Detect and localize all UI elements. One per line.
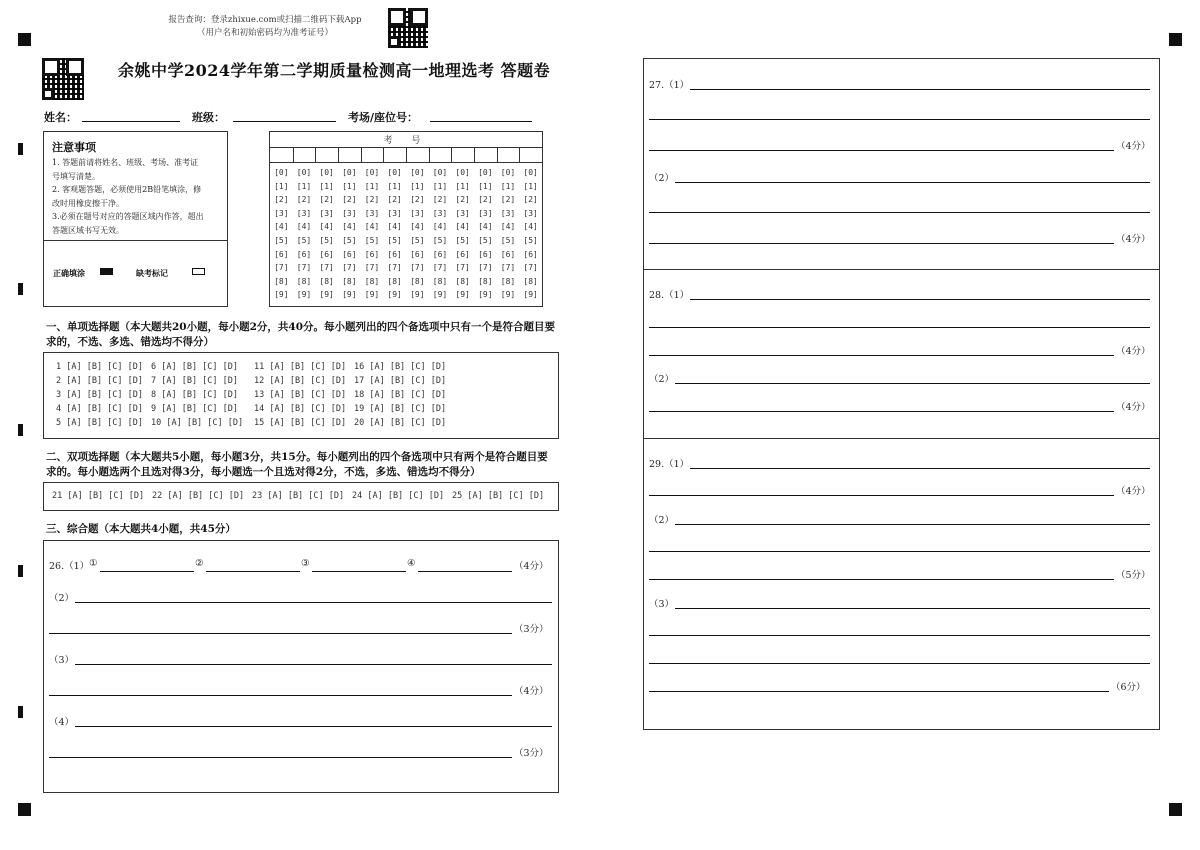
exam-id-bubble[interactable]: [2]	[364, 195, 380, 205]
q26-part4-label: （4）	[49, 717, 75, 728]
exam-id-bubble[interactable]: [9]	[387, 290, 402, 300]
exam-id-bubble[interactable]: [6]	[432, 249, 448, 259]
answer-line[interactable]	[690, 89, 1150, 90]
single-choice-item[interactable]: 7 [A] [B] [C] [D]	[151, 376, 238, 386]
exam-id-bubble[interactable]: [9]	[500, 290, 516, 300]
exam-id-bubble[interactable]: [3]	[296, 208, 312, 218]
exam-id-bubble[interactable]: [4]	[274, 222, 289, 232]
q29-score1: （4分）	[1116, 486, 1151, 497]
single-choice-item[interactable]: 3 [A] [B] [C] [D]	[56, 390, 143, 400]
name-field[interactable]	[82, 121, 180, 122]
q26-part3-label: （3）	[49, 655, 75, 666]
notes-line: 1. 答题前请将姓名、班级、考场、准考证	[52, 158, 199, 167]
q29-part1-label: 29.（1）	[649, 459, 690, 470]
q26-score4: （3分）	[514, 748, 549, 759]
exam-id-bubble[interactable]: [0]	[319, 168, 334, 177]
exam-id-bubble[interactable]: [4]	[410, 222, 425, 232]
exam-id-bubble[interactable]: [6]	[274, 249, 289, 259]
exam-id-bubble[interactable]: [2]	[455, 195, 470, 205]
single-choice-item[interactable]: 11 [A] [B] [C] [D]	[254, 362, 347, 372]
answer-line[interactable]	[649, 411, 1114, 412]
q26-part2-label: （2）	[49, 593, 75, 604]
exam-id-write-cell[interactable]	[383, 148, 406, 162]
exam-id-bubble[interactable]: [6]	[319, 249, 334, 259]
exam-id-bubble[interactable]: [1]	[455, 181, 470, 191]
exam-id-bubble[interactable]: [2]	[296, 195, 312, 205]
exam-id-bubble[interactable]: [9]	[319, 290, 334, 300]
class-field[interactable]	[233, 121, 336, 122]
q29-part2-label: （2）	[649, 515, 675, 526]
notes-line: 号填写清楚。	[52, 171, 100, 181]
exam-id-write-cell[interactable]	[361, 148, 384, 162]
answer-line[interactable]	[49, 757, 512, 758]
exam-id-bubble[interactable]: [4]	[478, 222, 493, 232]
double-choice-item[interactable]: 23 [A] [B] [C] [D]	[252, 491, 345, 501]
double-choice-item[interactable]: 25 [A] [B] [C] [D]	[452, 491, 545, 501]
exam-id-bubble[interactable]: [7]	[410, 263, 425, 273]
exam-id-bubble[interactable]: [0]	[342, 168, 357, 177]
single-choice-item[interactable]: 13 [A] [B] [C] [D]	[254, 390, 347, 400]
answer-line[interactable]	[75, 726, 552, 727]
exam-id-bubble[interactable]: [8]	[478, 276, 493, 286]
exam-id-bubble[interactable]: [8]	[364, 276, 380, 286]
double-choice-item[interactable]: 22 [A] [B] [C] [D]	[152, 491, 245, 501]
exam-id-bubble[interactable]: [3]	[523, 208, 538, 218]
exam-id-bubble[interactable]: [4]	[455, 222, 470, 232]
exam-id-bubble[interactable]: [9]	[410, 290, 425, 300]
answer-line[interactable]	[49, 633, 512, 634]
exam-id-bubble[interactable]: [5]	[455, 236, 470, 245]
room-field[interactable]	[430, 121, 532, 122]
single-choice-item[interactable]: 5 [A] [B] [C] [D]	[56, 418, 143, 428]
exam-id-bubble[interactable]: [1]	[342, 181, 357, 191]
exam-id-bubble[interactable]: [6]	[478, 249, 493, 259]
exam-id-bubble[interactable]: [1]	[319, 181, 334, 191]
answer-line[interactable]	[649, 355, 1114, 356]
section1-title	[46, 320, 558, 350]
exam-id-bubble[interactable]: [8]	[342, 276, 357, 286]
notes-line: 2. 客观题答题，必须使用2B铅笔填涂，修	[52, 185, 202, 194]
single-choice-item[interactable]: 6 [A] [B] [C] [D]	[151, 362, 238, 372]
single-choice-item[interactable]: 10 [A] [B] [C] [D]	[151, 418, 244, 428]
answer-line[interactable]	[675, 608, 1150, 609]
exam-id-bubble[interactable]: [1]	[478, 181, 493, 191]
exam-id-bubble[interactable]: [4]	[319, 222, 334, 232]
exam-id-bubble[interactable]: [3]	[342, 208, 357, 218]
q29-score2: （5分）	[1116, 570, 1151, 581]
q29-score3: （6分）	[1111, 682, 1146, 693]
timing-mark	[18, 565, 23, 577]
exam-id-bubble[interactable]: [4]	[387, 222, 402, 232]
answer-line[interactable]	[649, 243, 1114, 244]
exam-id-bubble[interactable]: [3]	[410, 208, 425, 218]
page-title: 余姚中学2024学年第二学期质量检测高一地理选考 答题卷	[118, 61, 551, 80]
exam-id-bubble[interactable]: [8]	[523, 276, 538, 286]
exam-id-bubble[interactable]: [5]	[274, 236, 289, 245]
exam-id-bubble[interactable]: [9]	[342, 290, 357, 300]
single-choice-item[interactable]: 16 [A] [B] [C] [D]	[354, 362, 447, 372]
exam-id-bubble[interactable]: [0]	[387, 168, 402, 177]
exam-id-bubble[interactable]: [7]	[319, 263, 334, 273]
exam-id-bubble[interactable]: [2]	[387, 195, 402, 205]
exam-id-bubble[interactable]: [0]	[455, 168, 470, 177]
section1-title-line1: 一、单项选择题（本大题共20小题，每小题2分，共40分。每小题列出的四个备选项中只有一个是符合题目要	[46, 321, 556, 333]
timing-mark	[18, 424, 23, 436]
exam-id-bubble[interactable]: [6]	[523, 249, 538, 259]
answer-line[interactable]	[649, 691, 1109, 692]
notes-line: 答题区域书写无效。	[52, 225, 124, 235]
q26-blank1[interactable]	[100, 571, 194, 572]
q26-answer-box	[43, 540, 559, 793]
exam-id-bubble[interactable]: [6]	[500, 249, 516, 259]
exam-id-bubble[interactable]: [5]	[523, 236, 538, 245]
notes-line: 3.必须在题号对应的答题区域内作答，超出	[52, 212, 204, 221]
exam-id-write-cell[interactable]	[293, 148, 316, 162]
room-label: 考场/座位号：	[348, 111, 419, 124]
exam-id-bubble[interactable]: [3]	[274, 208, 289, 218]
exam-id-bubble[interactable]: [5]	[342, 236, 357, 245]
q28-part1-label: 28.（1）	[649, 290, 690, 301]
exam-id-bubble[interactable]: [9]	[455, 290, 470, 300]
q26-blank3-marker: ③	[301, 558, 310, 569]
exam-id-bubble[interactable]: [7]	[387, 263, 402, 273]
exam-id-bubble[interactable]: [6]	[387, 249, 402, 259]
exam-id-bubble[interactable]: [0]	[296, 168, 312, 177]
single-choice-item[interactable]: 18 [A] [B] [C] [D]	[354, 390, 447, 400]
q26-score2: （3分）	[514, 624, 549, 635]
answer-line[interactable]	[649, 579, 1114, 580]
notes-title: 注意事项	[52, 141, 96, 154]
exam-id-bubble[interactable]: [8]	[410, 276, 425, 286]
exam-id-bubble[interactable]: [9]	[364, 290, 380, 300]
exam-id-bubble[interactable]: [9]	[296, 290, 312, 300]
exam-id-bubble[interactable]: [5]	[364, 236, 380, 245]
q26-blank2[interactable]	[206, 571, 300, 572]
exam-id-bubble[interactable]: [9]	[478, 290, 493, 300]
answer-line[interactable]	[649, 212, 1150, 213]
q28-part2-label: （2）	[649, 374, 675, 385]
exam-id-bubble[interactable]: [7]	[342, 263, 357, 273]
exam-id-bubble[interactable]: [9]	[523, 290, 538, 300]
name-label: 姓名：	[44, 111, 77, 124]
exam-id-bubble[interactable]: [2]	[410, 195, 425, 205]
exam-id-grid	[269, 131, 543, 307]
answer-line[interactable]	[649, 635, 1150, 636]
single-choice-item[interactable]: 20 [A] [B] [C] [D]	[354, 418, 447, 428]
section3-title: 三、综合题（本大题共4小题，共45分）	[46, 523, 236, 535]
double-choice-item[interactable]: 24 [A] [B] [C] [D]	[352, 491, 445, 501]
answer-line[interactable]	[649, 150, 1114, 151]
exam-id-bubble[interactable]: [5]	[387, 236, 402, 245]
q27-divider	[644, 269, 1159, 270]
answer-line[interactable]	[649, 495, 1114, 496]
notes-box	[43, 131, 228, 307]
exam-id-bubble[interactable]: [8]	[387, 276, 402, 286]
exam-id-bubble[interactable]: [7]	[523, 263, 538, 273]
exam-id-bubble[interactable]: [3]	[500, 208, 516, 218]
exam-id-label: 考 号	[383, 136, 429, 146]
answer-line[interactable]	[690, 299, 1150, 300]
q28-score2: （4分）	[1116, 402, 1151, 413]
exam-id-bubble[interactable]: [6]	[364, 249, 380, 259]
single-choice-item[interactable]: 2 [A] [B] [C] [D]	[56, 376, 143, 386]
exam-id-bubble[interactable]: [7]	[432, 263, 448, 273]
answer-line[interactable]	[75, 602, 552, 603]
single-choice-item[interactable]: 17 [A] [B] [C] [D]	[354, 376, 447, 386]
q26-part1-label: 26.（1）	[49, 561, 90, 572]
q26-blank4-marker: ④	[407, 558, 416, 569]
exam-id-bubble[interactable]: [2]	[478, 195, 493, 205]
exam-id-bubble[interactable]: [3]	[478, 208, 493, 218]
exam-id-bubble[interactable]: [2]	[274, 195, 289, 205]
q26-blank4[interactable]	[418, 571, 512, 572]
exam-id-bubble[interactable]: [9]	[432, 290, 448, 300]
correct-fill-sample	[100, 268, 113, 275]
exam-id-bubble[interactable]: [8]	[500, 276, 516, 286]
registration-mark	[18, 33, 31, 46]
exam-id-bubble[interactable]: [1]	[274, 181, 289, 191]
report-note-line2: （用户名和初始密码均为准考证号）	[196, 28, 333, 38]
section2-answer-box	[43, 482, 559, 511]
exam-id-bubble[interactable]: [5]	[478, 236, 493, 245]
single-choice-item[interactable]: 1 [A] [B] [C] [D]	[56, 362, 143, 372]
timing-mark	[18, 283, 23, 295]
double-choice-item[interactable]: 21 [A] [B] [C] [D]	[52, 491, 145, 501]
exam-id-bubble[interactable]: [0]	[364, 168, 380, 177]
exam-id-bubble[interactable]: [7]	[500, 263, 516, 273]
exam-id-bubble[interactable]: [4]	[523, 222, 538, 232]
answer-line[interactable]	[690, 468, 1150, 469]
q26-blank3[interactable]	[312, 571, 406, 572]
exam-id-bubble[interactable]: [6]	[410, 249, 425, 259]
answer-line[interactable]	[675, 182, 1150, 183]
exam-id-bubble[interactable]: [4]	[432, 222, 448, 232]
exam-id-bubble[interactable]: [2]	[319, 195, 334, 205]
q27-score2: （4分）	[1116, 234, 1151, 245]
q26-blank1-marker: ①	[89, 558, 98, 569]
exam-id-write-cell[interactable]	[519, 148, 542, 162]
single-choice-item[interactable]: 8 [A] [B] [C] [D]	[151, 390, 238, 400]
right-answer-area	[643, 58, 1160, 730]
answer-line[interactable]	[649, 663, 1150, 664]
exam-id-bubble[interactable]: [9]	[274, 290, 289, 300]
single-choice-item[interactable]: 14 [A] [B] [C] [D]	[254, 404, 347, 414]
exam-id-bubble[interactable]: [1]	[296, 181, 312, 191]
answer-line[interactable]	[675, 383, 1150, 384]
registration-mark	[1169, 803, 1182, 816]
exam-id-bubble[interactable]: [5]	[432, 236, 448, 245]
exam-id-bubble[interactable]: [8]	[432, 276, 448, 286]
single-choice-item[interactable]: 9 [A] [B] [C] [D]	[151, 404, 238, 414]
exam-id-bubble[interactable]: [3]	[432, 208, 448, 218]
answer-line[interactable]	[675, 524, 1150, 525]
answer-line[interactable]	[649, 551, 1150, 552]
q27-part1-label: 27.（1）	[649, 80, 690, 91]
exam-id-bubble[interactable]: [3]	[455, 208, 470, 218]
exam-id-bubble[interactable]: [4]	[364, 222, 380, 232]
exam-id-bubble[interactable]: [4]	[500, 222, 516, 232]
section1-answer-box	[43, 352, 559, 439]
exam-id-bubble[interactable]: [0]	[274, 168, 289, 177]
exam-id-bubble[interactable]: [8]	[274, 276, 289, 286]
section2-title	[46, 450, 558, 480]
exam-id-bubble[interactable]: [1]	[364, 181, 380, 191]
exam-id-bubble[interactable]: [0]	[410, 168, 425, 177]
answer-line[interactable]	[649, 327, 1150, 328]
exam-id-bubble[interactable]: [1]	[500, 181, 516, 191]
notes-divider	[44, 240, 227, 241]
single-choice-item[interactable]: 4 [A] [B] [C] [D]	[56, 404, 143, 414]
exam-id-bubble[interactable]: [8]	[455, 276, 470, 286]
exam-id-bubble[interactable]: [7]	[274, 263, 289, 273]
exam-id-write-divider	[270, 162, 542, 163]
exam-id-bubble[interactable]: [8]	[319, 276, 334, 286]
single-choice-item[interactable]: 19 [A] [B] [C] [D]	[354, 404, 447, 414]
exam-id-write-cell[interactable]	[497, 148, 520, 162]
exam-id-bubble[interactable]: [5]	[410, 236, 425, 245]
exam-id-bubble[interactable]: [0]	[432, 168, 448, 177]
exam-id-bubble[interactable]: [3]	[364, 208, 380, 218]
qr-code-left	[42, 58, 84, 100]
exam-id-bubble[interactable]: [6]	[455, 249, 470, 259]
single-choice-item[interactable]: 15 [A] [B] [C] [D]	[254, 418, 347, 428]
q29-part3-label: （3）	[649, 599, 675, 610]
exam-id-bubble[interactable]: [4]	[342, 222, 357, 232]
exam-id-write-cell[interactable]	[315, 148, 338, 162]
exam-id-bubble[interactable]: [0]	[478, 168, 493, 177]
section1-title-line2: 求的，不选、多选、错选均不得分）	[46, 336, 214, 348]
exam-id-bubble[interactable]: [7]	[478, 263, 493, 273]
answer-line[interactable]	[649, 119, 1150, 120]
section2-title-line1: 二、双项选择题（本大题共5小题，每小题3分，共15分。每小题列出的四个备选项中只有两个是符合题目要	[46, 451, 548, 463]
exam-id-bubble[interactable]: [2]	[342, 195, 357, 205]
q27-score1: （4分）	[1116, 141, 1151, 152]
q27-part2-label: （2）	[649, 173, 675, 184]
exam-id-bubble[interactable]: [5]	[296, 236, 312, 245]
class-label: 班级：	[192, 111, 225, 124]
exam-id-bubble[interactable]: [6]	[296, 249, 312, 259]
registration-mark	[18, 803, 31, 816]
q26-blank2-marker: ②	[195, 558, 204, 569]
notes-text	[52, 156, 224, 237]
exam-id-write-cell[interactable]	[451, 148, 474, 162]
exam-id-write-cell[interactable]	[338, 148, 361, 162]
answer-line[interactable]	[75, 664, 552, 665]
timing-mark	[18, 706, 23, 718]
exam-id-bubble[interactable]: [3]	[319, 208, 334, 218]
exam-id-bubble[interactable]: [4]	[296, 222, 312, 232]
exam-id-bubble[interactable]: [1]	[387, 181, 402, 191]
exam-id-write-cell[interactable]	[429, 148, 452, 162]
notes-line: 改时用橡皮擦干净。	[52, 198, 124, 208]
exam-id-bubble[interactable]: [7]	[296, 263, 312, 273]
exam-id-bubble[interactable]: [6]	[342, 249, 357, 259]
exam-id-bubble[interactable]: [2]	[523, 195, 538, 205]
q28-divider	[644, 438, 1159, 439]
exam-id-bubble[interactable]: [8]	[296, 276, 312, 286]
exam-id-bubble[interactable]: [1]	[432, 181, 448, 191]
exam-id-bubble[interactable]: [0]	[523, 168, 538, 177]
exam-id-bubble[interactable]: [3]	[387, 208, 402, 218]
exam-id-write-cell[interactable]	[474, 148, 497, 162]
qr-code-top	[388, 8, 428, 48]
exam-id-write-cell[interactable]	[406, 148, 429, 162]
exam-id-bubble[interactable]: [5]	[500, 236, 516, 245]
exam-id-bubble[interactable]: [1]	[523, 181, 538, 191]
q28-score1: （4分）	[1116, 346, 1151, 357]
exam-id-write-cell[interactable]	[270, 148, 293, 162]
registration-mark	[1169, 33, 1182, 46]
report-note-line1: 报告查询：登录zhixue.com或扫描二维码下载App	[168, 15, 362, 25]
absent-mark-box[interactable]	[192, 268, 205, 275]
exam-id-bubble[interactable]: [0]	[500, 168, 516, 177]
timing-mark	[18, 143, 23, 155]
q26-score3: （4分）	[514, 686, 549, 697]
correct-fill-label: 正确填涂	[53, 268, 85, 278]
q26-score1: （4分）	[514, 561, 549, 572]
report-note	[160, 14, 370, 40]
exam-id-bubble[interactable]: [5]	[319, 236, 334, 245]
answer-line[interactable]	[49, 695, 512, 696]
single-choice-item[interactable]: 12 [A] [B] [C] [D]	[254, 376, 347, 386]
exam-id-bubble[interactable]: [1]	[410, 181, 425, 191]
exam-id-bubble[interactable]: [7]	[364, 263, 380, 273]
exam-id-bubble[interactable]: [2]	[500, 195, 516, 205]
absent-mark-label: 缺考标记	[136, 268, 168, 278]
exam-id-bubble[interactable]: [2]	[432, 195, 448, 205]
exam-id-bubble[interactable]: [7]	[455, 263, 470, 273]
section2-title-line2: 求的。每小题选两个且选对得3分，每小题选一个且选对得2分，不选，多选、错选均不得分）	[46, 466, 481, 478]
